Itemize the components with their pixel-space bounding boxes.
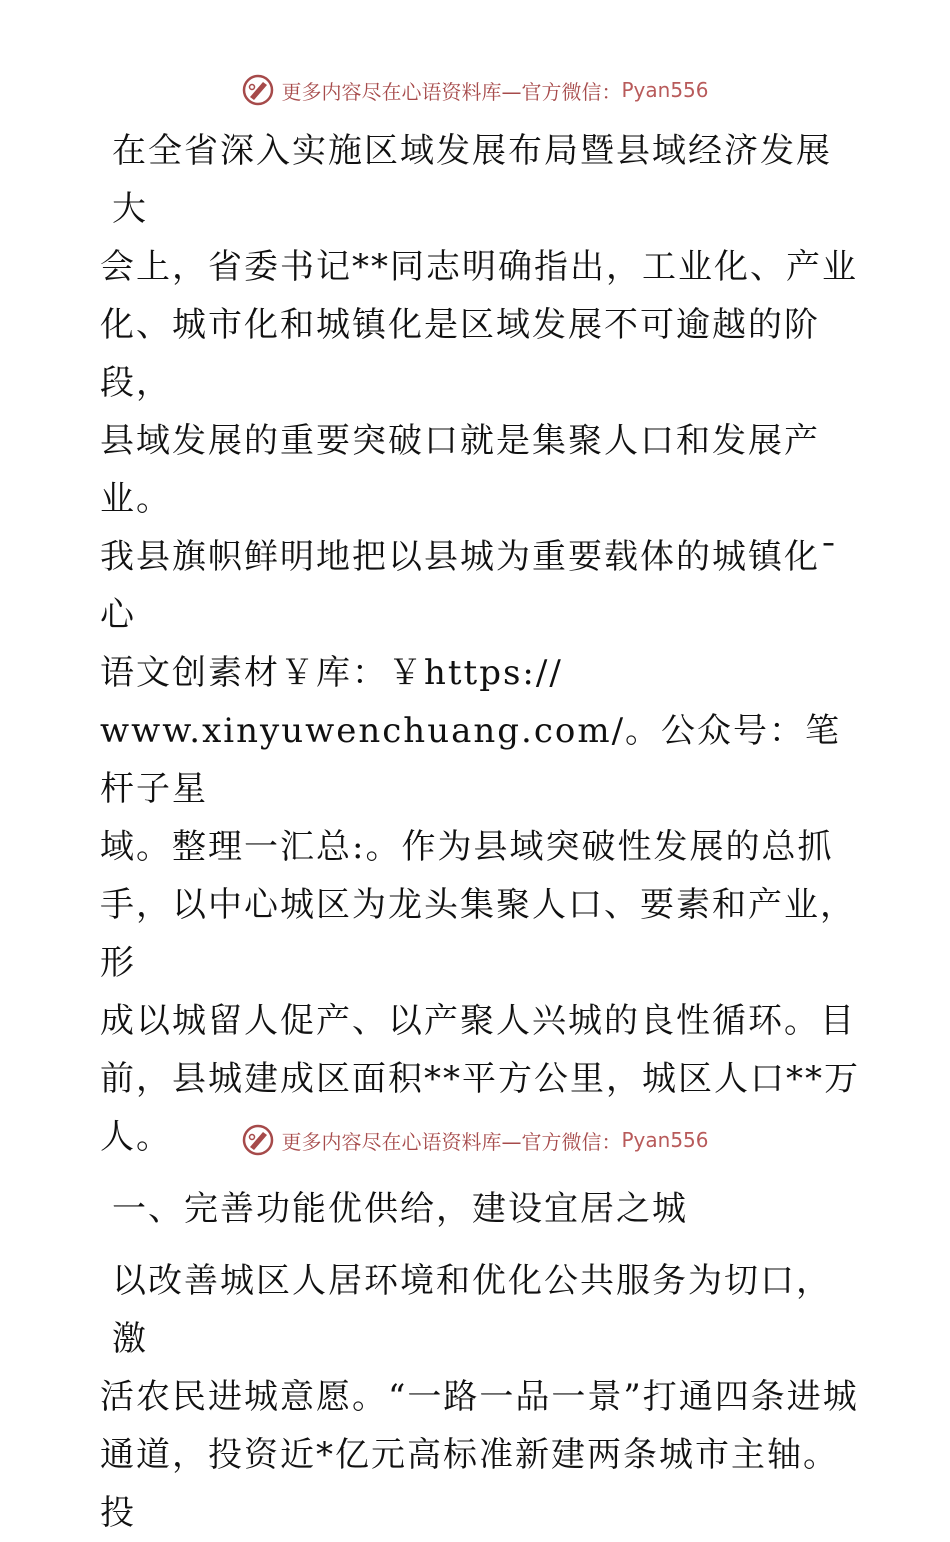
text-line: 在全省深入实施区域发展布局暨县域经济发展大 bbox=[112, 131, 832, 229]
text-line: 会上，省委书记**同志明确指出，工业化、产业 bbox=[100, 247, 858, 287]
footer-banner bbox=[0, 1120, 950, 1160]
text-line: 通道，投资近*亿元高标准新建两条城市主轴。投 bbox=[100, 1435, 839, 1533]
banner-wechat-label: 官方微信： bbox=[521, 1129, 622, 1154]
paragraph-intro bbox=[100, 122, 860, 1166]
banner-wechat-label: 官方微信： bbox=[521, 79, 622, 104]
pen-seal-logo-icon bbox=[241, 1123, 275, 1157]
text-line: 语文创素材￥库：￥https:// bbox=[100, 653, 563, 693]
banner-wechat-id: Pyan556 bbox=[621, 78, 709, 102]
banner-wechat-id: Pyan556 bbox=[621, 1128, 709, 1152]
banner-site-text: 更多内容尽在心语资料库— bbox=[281, 1129, 522, 1154]
text-line: 域。整理一汇总:。作为县域突破性发展的总抓 bbox=[100, 827, 834, 867]
banner-site-text: 更多内容尽在心语资料库— bbox=[281, 79, 522, 104]
text-line: 县域发展的重要突破口就是集聚人口和发展产业。 bbox=[100, 421, 820, 519]
text-line: 化、城市化和城镇化是区域发展不可逾越的阶段， bbox=[100, 305, 820, 403]
pen-seal-logo-icon bbox=[241, 73, 275, 107]
text-line: 活农民进城意愿。“一路一品一景”打通四条进城 bbox=[100, 1377, 859, 1417]
text-line: 人。 bbox=[100, 1117, 172, 1157]
text-line: 成以城留人促产、以产聚人兴城的良性循环。目 bbox=[100, 1001, 856, 1041]
text-line: 以改善城区人居环境和优化公共服务为切口，激 bbox=[112, 1261, 832, 1359]
text-line: 前，县城建成区面积**平方公里，城区人口**万 bbox=[100, 1059, 860, 1099]
section-heading: 一、完善功能优供给，建设宜居之城 bbox=[112, 1189, 688, 1229]
text-line: 我县旗帜鲜明地把以县城为重要载体的城镇化¯心 bbox=[100, 537, 839, 635]
header-banner bbox=[0, 70, 950, 110]
paragraph-section-1 bbox=[100, 1252, 860, 1542]
text-line: www.xinyuwenchuang.com/。公众号：笔杆子星 bbox=[100, 711, 842, 809]
text-line: 手，以中心城区为龙头集聚人口、要素和产业，形 bbox=[100, 885, 856, 983]
document-body bbox=[100, 122, 860, 1542]
